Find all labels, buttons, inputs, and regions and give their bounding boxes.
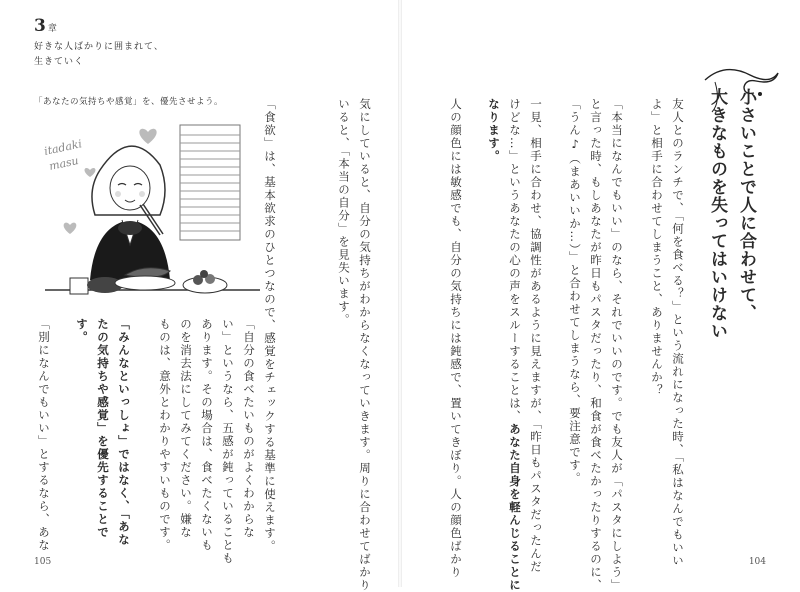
- ornament-flourish: [700, 60, 782, 120]
- right-text-col-4: と言った時、もしあなたが昨日もパスタだったり、和食が食べたかったりするのに、: [589, 98, 603, 592]
- left-text-col-7: のを消去法にしてみてください。嫌な: [179, 318, 193, 539]
- section-heading-line-2: 大きなものを失ってはいけない: [707, 88, 727, 340]
- illustration-caption: 「あなたの気持ちや感覚」を、優先させよう。: [34, 97, 224, 107]
- handwritten-signature: itadaki: [42, 137, 84, 158]
- right-text-col-1: 友人とのランチで、「何を食べる？」という流れになった時、「私はなんでもいい: [671, 98, 685, 568]
- page-number-right: 104: [748, 557, 766, 567]
- woman-figure: [90, 146, 170, 280]
- left-text-col-5: い」というなら、五感が鈍っていることも: [221, 318, 235, 565]
- chapter-title: 好きな人ばかりに囲まれて、 生きていく: [34, 42, 164, 67]
- svg-text:masu: masu: [47, 154, 80, 173]
- right-text-col-2: よ」と相手に合わせてしまうこと、ありませんか？: [650, 98, 664, 397]
- right-text-col-7: けどな…」というあなたの心の声をスルーすることは、あなた自身を軽んじることに: [508, 98, 522, 592]
- section-heading-line-1: 小さいことで人に合わせて、: [736, 88, 756, 322]
- window-blinds: [180, 125, 240, 240]
- page-number-left: 105: [34, 557, 52, 567]
- right-text-col-9: 人の顔色には敏感でも、自分の気持ちには鈍感で、置いてきぼり。人の顔色ばかり: [449, 98, 463, 579]
- left-text-col-4: 「自分の食べたいものがよくわからな: [242, 318, 256, 539]
- left-text-col-9: 「みんなといっしょ」ではなく、「あな: [117, 318, 131, 547]
- left-text-col-12: 「別になんでもいい」とするなら、あな: [37, 318, 51, 552]
- woman-eating-illustration: [30, 110, 260, 310]
- right-text-col-6: 一見、相手に合わせ、協調性があるように見えますが、「昨日もパスタだったんだ: [529, 98, 543, 574]
- dining-table: [45, 268, 260, 294]
- chapter-suffix: 章: [47, 24, 57, 34]
- left-text-col-8: ものは、意外とわかりやすいものです。: [158, 318, 172, 552]
- left-text-col-3: 「食欲」は、基本欲求のひとつなので、感覚をチェックする基準に使えます。: [263, 98, 277, 553]
- right-text-col-5: 「うん♪（まあいいか…）」と合わせてしまうなら、要注意です。: [568, 98, 582, 485]
- chapter-number: 3 章: [34, 16, 57, 36]
- left-text-col-2: いると、「本当の自分」を見失います。: [337, 98, 351, 327]
- right-text-col-8: なります。: [487, 98, 501, 163]
- right-text-col-3: 「本当になんでもいい」のなら、それでいいのです。でも友人が「パスタにしよう」: [610, 98, 624, 592]
- left-text-col-10: たの気持ちや感覚」を優先することで: [96, 318, 110, 539]
- left-text-col-1: 気にしていると、自分の気持ちがわからなくなっていきます。周りに合わせてばかり: [358, 98, 372, 592]
- left-text-col-6: あります。その場合は、食べたくないも: [200, 318, 214, 552]
- left-text-col-11: す。: [75, 318, 89, 344]
